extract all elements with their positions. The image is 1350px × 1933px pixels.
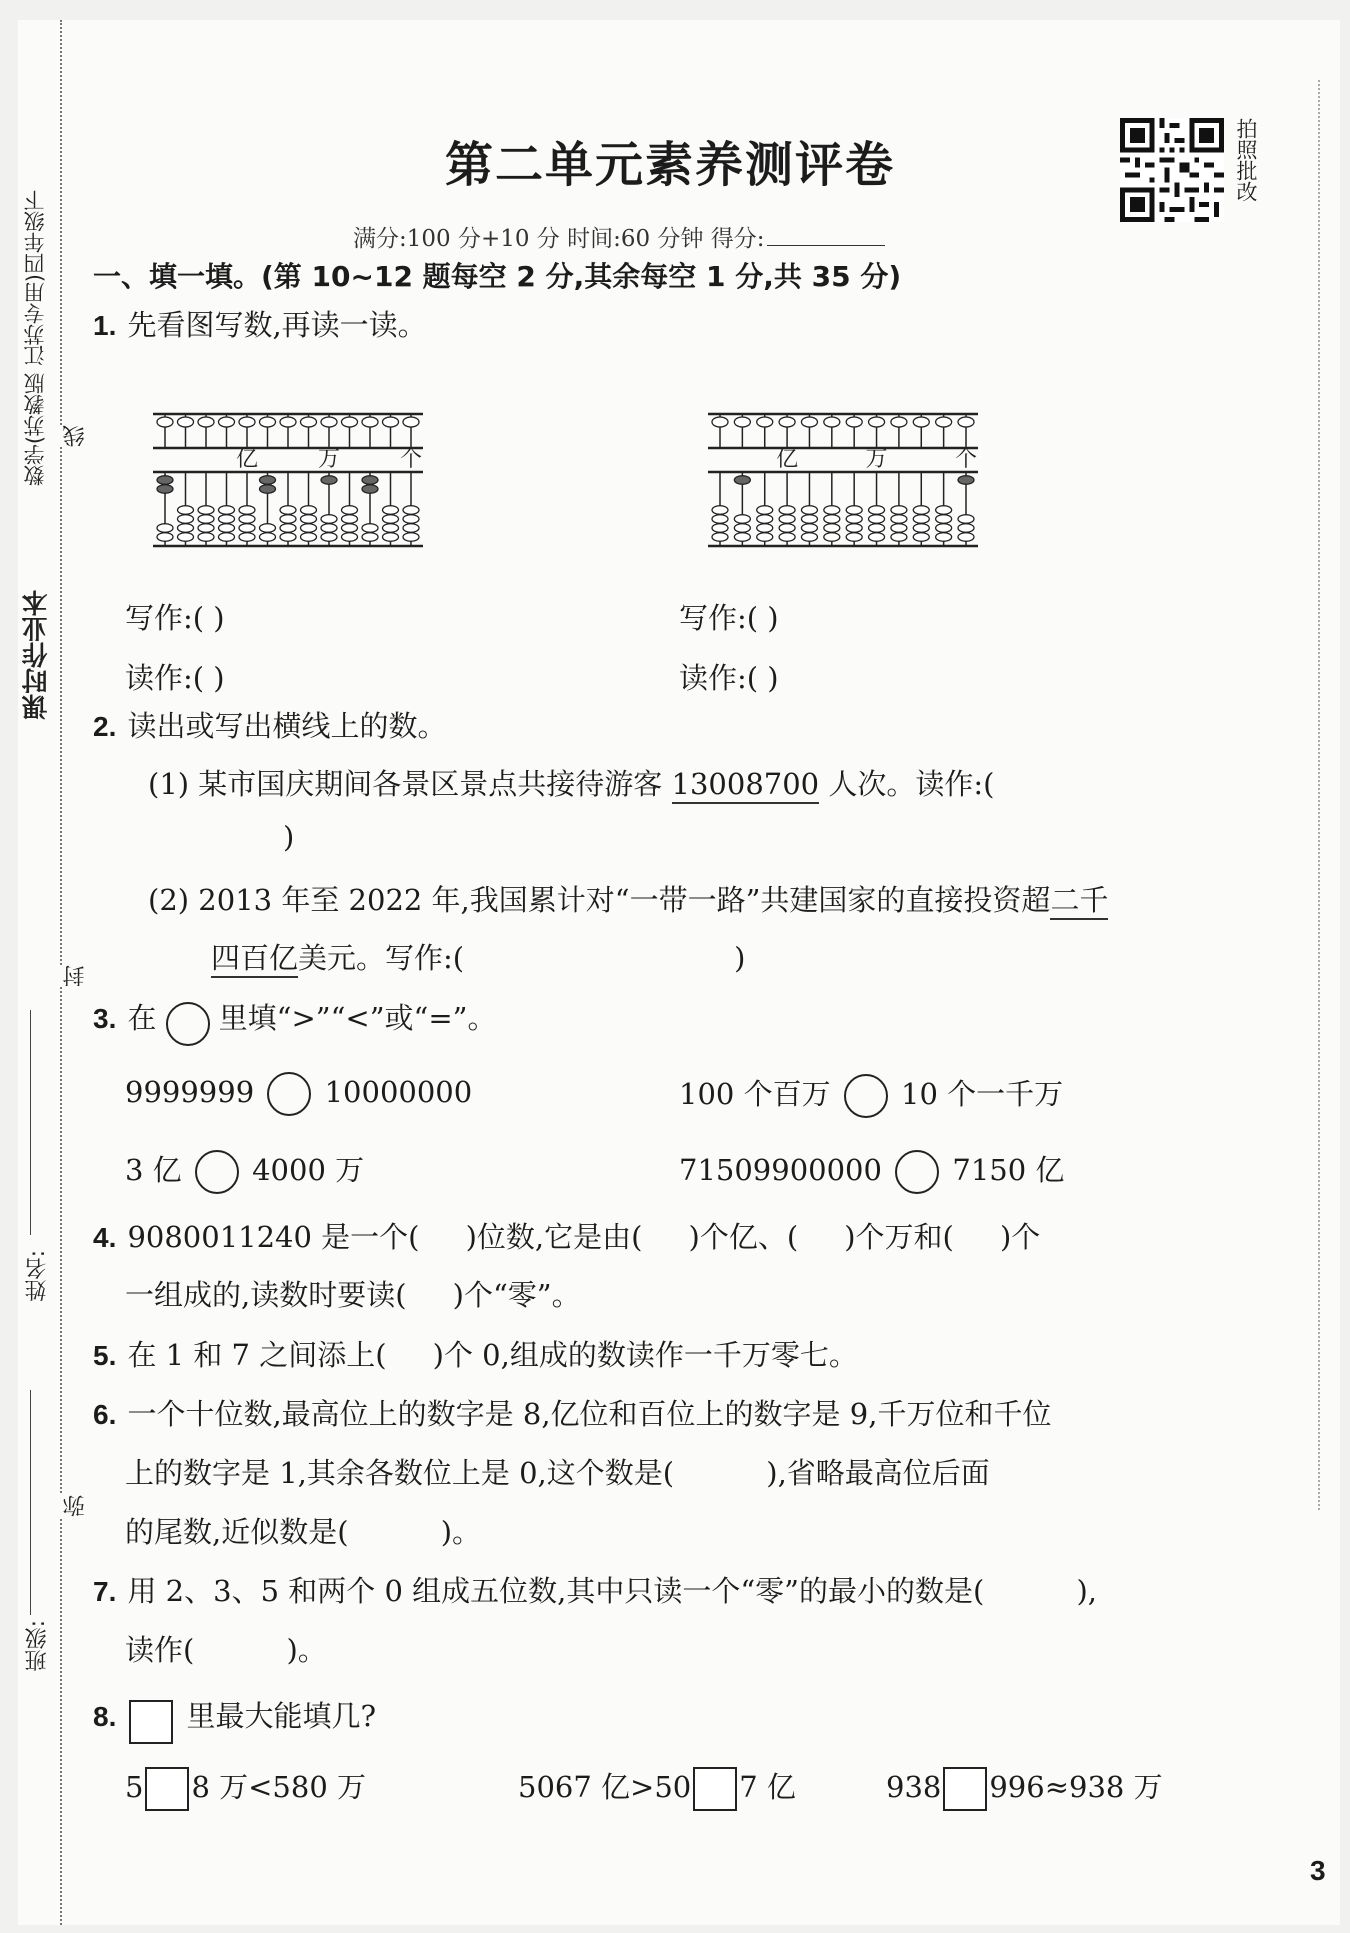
abacus-upper-bead — [239, 417, 255, 427]
abacus-lower-bead — [157, 476, 173, 485]
q7-line-1: 用 2、3、5 和两个 0 组成五位数,其中只读一个“零”的最小的数是( ), — [127, 1574, 1098, 1608]
q4-number: 4. — [93, 1222, 117, 1253]
q8-text: 里最大能填几? — [186, 1699, 377, 1733]
q2-number: 2. — [93, 711, 117, 742]
abacus-lower-bead — [239, 506, 255, 515]
q7-line-2[interactable]: 读作( )。 — [125, 1633, 327, 1667]
question-5[interactable] — [93, 1333, 858, 1374]
abacus-lower-bead — [198, 515, 214, 524]
abacus-lower-bead — [362, 533, 378, 542]
abacus-right — [708, 410, 978, 550]
abacus-lower-bead — [260, 524, 276, 533]
abacus-lower-bead — [846, 524, 862, 533]
abacus-lower-bead — [757, 533, 773, 542]
q8-e2-a: 5067 亿>50 — [518, 1770, 692, 1804]
abacus-upper-bead — [383, 417, 399, 427]
q3-text-a: 在 — [127, 1001, 157, 1035]
abacus-lower-bead — [280, 533, 296, 542]
abacus-upper-bead — [891, 417, 907, 427]
abacus-lower-bead — [403, 506, 419, 515]
abacus-lower-bead — [301, 515, 317, 524]
q8-e3-box[interactable] — [943, 1767, 987, 1811]
q1-write-left[interactable]: 写作:( ) — [125, 601, 225, 635]
abacus-lower-bead — [301, 506, 317, 515]
abacus-lower-bead — [403, 515, 419, 524]
q3-item-2 — [679, 1072, 1063, 1118]
abacus-lower-bead — [403, 533, 419, 542]
abacus-upper-bead — [801, 417, 817, 427]
question-3 — [93, 996, 497, 1046]
abacus-lower-bead — [178, 533, 194, 542]
abacus-upper-bead — [958, 417, 974, 427]
abacus-lower-bead — [260, 533, 276, 542]
q2-p1-text-b[interactable]: 人次。读作:( — [828, 767, 995, 801]
q6-line-1: 一个十位数,最高位上的数字是 8,亿位和百位上的数字是 9,千万位和千位 — [127, 1397, 1052, 1431]
abacus-lower-bead — [219, 515, 235, 524]
abacus-lower-bead — [712, 506, 728, 515]
abacus-place-label: 亿 — [235, 447, 259, 472]
abacus-lower-bead — [936, 515, 952, 524]
abacus-upper-bead — [219, 417, 235, 427]
abacus-lower-bead — [891, 533, 907, 542]
q3-item-3-left: 3 亿 — [125, 1153, 182, 1187]
abacus-lower-bead — [891, 515, 907, 524]
q8-e2-b: 7 亿 — [739, 1770, 796, 1804]
abacus-upper-bead — [198, 417, 214, 427]
abacus-lower-bead — [219, 524, 235, 533]
abacus-lower-bead — [801, 506, 817, 515]
score-meta — [353, 220, 885, 253]
abacus-lower-bead — [342, 524, 358, 533]
abacus-upper-bead — [157, 417, 173, 427]
abacus-lower-bead — [869, 533, 885, 542]
section-1-heading: 一、填一填。(第 10~12 题每空 2 分,其余每空 1 分,共 35 分) — [93, 260, 902, 293]
question-7[interactable] — [93, 1569, 1097, 1610]
q5-text: 在 1 和 7 之间添上( )个 0,组成的数读作一千万零七。 — [127, 1338, 858, 1372]
abacus-lower-bead — [712, 533, 728, 542]
q1-read-right[interactable]: 读作:( ) — [679, 661, 779, 695]
abacus-lower-bead — [824, 515, 840, 524]
abacus-lower-bead — [779, 533, 795, 542]
abacus-lower-bead — [239, 515, 255, 524]
abacus-lower-bead — [913, 533, 929, 542]
abacus-lower-bead — [239, 524, 255, 533]
score-blank[interactable] — [767, 245, 885, 246]
q6-line-3[interactable]: 的尾数,近似数是( )。 — [125, 1515, 482, 1549]
abacus-lower-bead — [239, 533, 255, 542]
abacus-lower-bead — [846, 506, 862, 515]
abacus-upper-bead — [301, 417, 317, 427]
right-dotted-line — [1318, 80, 1320, 1510]
abacus-lower-bead — [712, 524, 728, 533]
question-2 — [93, 704, 446, 745]
class-label: 班级: — [25, 1620, 50, 1672]
abacus-lower-bead — [157, 524, 173, 533]
abacus-lower-bead — [779, 524, 795, 533]
q3-item-3-right: 4000 万 — [252, 1153, 365, 1187]
q3-item-2-left: 100 个百万 — [679, 1077, 831, 1111]
abacus-lower-bead — [157, 533, 173, 542]
abacus-lower-bead — [913, 506, 929, 515]
abacus-lower-bead — [891, 524, 907, 533]
abacus-lower-bead — [712, 515, 728, 524]
margin-seal-word: 封 — [60, 965, 91, 987]
q2-part-1 — [148, 762, 994, 803]
q8-e3-a: 938 — [886, 1770, 942, 1804]
q2-p2-underlined-2: 四百亿 — [211, 941, 298, 978]
q6-number: 6. — [93, 1399, 117, 1430]
compare-circle-icon — [166, 1002, 210, 1046]
abacus-lower-bead — [824, 533, 840, 542]
abacus-lower-bead — [321, 515, 337, 524]
question-8 — [93, 1694, 376, 1744]
abacus-lower-bead — [869, 515, 885, 524]
abacus-lower-bead — [824, 524, 840, 533]
qr-label: 拍照批改 — [1234, 118, 1258, 202]
q3-item-2-circle[interactable] — [844, 1074, 888, 1118]
q2-p2-close: ) — [734, 941, 746, 975]
score-meta-text: 满分:100 分+10 分 时间:60 分钟 得分: — [353, 226, 765, 252]
q8-expr-3 — [886, 1765, 1163, 1811]
q2-p1-number: 13008700 — [672, 767, 820, 804]
abacus-lower-bead — [936, 533, 952, 542]
abacus-lower-bead — [801, 515, 817, 524]
abacus-upper-bead — [362, 417, 378, 427]
abacus-upper-bead — [260, 417, 276, 427]
abacus-place-label: 万 — [865, 447, 888, 472]
abacus-lower-bead — [342, 515, 358, 524]
qr-code[interactable] — [1120, 118, 1224, 222]
abacus-lower-bead — [321, 476, 337, 485]
q8-e1-a: 5 — [125, 1770, 144, 1804]
abacus-lower-bead — [757, 506, 773, 515]
q3-text-b: 里填“>”“<”或“=”。 — [218, 1001, 497, 1035]
abacus-lower-bead — [734, 524, 750, 533]
abacus-upper-bead — [757, 417, 773, 427]
abacus-place-label: 万 — [317, 447, 341, 472]
abacus-lower-bead — [734, 476, 750, 485]
abacus-left — [153, 410, 423, 550]
abacus-upper-bead — [913, 417, 929, 427]
q3-item-1-circle[interactable] — [267, 1072, 311, 1116]
book-title: 课时作业本 — [22, 590, 52, 720]
page-number: 3 — [1310, 1855, 1326, 1886]
abacus-lower-bead — [383, 515, 399, 524]
abacus-lower-bead — [362, 524, 378, 533]
q3-item-2-right: 10 个一千万 — [901, 1077, 1064, 1111]
q3-item-3 — [125, 1148, 364, 1194]
abacus-lower-bead — [383, 506, 399, 515]
q8-e1-box[interactable] — [145, 1767, 189, 1811]
abacus-lower-bead — [383, 524, 399, 533]
q2-p2-underlined-1: 二千 — [1050, 883, 1108, 920]
abacus-lower-bead — [958, 533, 974, 542]
abacus-lower-bead — [342, 533, 358, 542]
abacus-lower-bead — [198, 524, 214, 533]
q3-item-1 — [125, 1072, 472, 1116]
q2-text: 读出或写出横线上的数。 — [127, 709, 447, 743]
q3-item-3-circle[interactable] — [195, 1150, 239, 1194]
abacus-lower-bead — [178, 515, 194, 524]
abacus-upper-bead — [779, 417, 795, 427]
abacus-lower-bead — [824, 506, 840, 515]
abacus-lower-bead — [383, 533, 399, 542]
abacus-upper-bead — [280, 417, 296, 427]
abacus-lower-bead — [280, 506, 296, 515]
abacus-lower-bead — [936, 506, 952, 515]
book-subtitle: 数学(苏教版 江苏专用)四年级下 — [23, 190, 47, 487]
abacus-lower-bead — [801, 533, 817, 542]
abacus-lower-bead — [913, 524, 929, 533]
abacus-lower-bead — [362, 485, 378, 494]
q8-e2-box[interactable] — [693, 1767, 737, 1811]
question-6 — [93, 1392, 1051, 1433]
abacus-lower-bead — [891, 506, 907, 515]
abacus-lower-bead — [958, 476, 974, 485]
abacus-lower-bead — [779, 515, 795, 524]
abacus-lower-bead — [260, 476, 276, 485]
margin-line-word: 线 — [60, 425, 91, 447]
q2-p2-text-b[interactable]: 美元。写作:( — [298, 941, 465, 975]
abacus-upper-bead — [936, 417, 952, 427]
class-blank[interactable] — [30, 1390, 31, 1615]
q8-expr-1 — [125, 1765, 366, 1811]
abacus-lower-bead — [362, 476, 378, 485]
question-1 — [93, 303, 427, 344]
abacus-lower-bead — [178, 506, 194, 515]
q3-item-1-right: 10000000 — [324, 1075, 473, 1109]
q5-number: 5. — [93, 1340, 117, 1371]
abacus-lower-bead — [734, 533, 750, 542]
q1-read-left[interactable]: 读作:( ) — [125, 661, 225, 695]
q4-line-1: 9080011240 是一个( )位数,它是由( )个亿、( )个万和( )个 — [127, 1220, 1041, 1254]
q3-number: 3. — [93, 1003, 117, 1034]
abacus-lower-bead — [958, 515, 974, 524]
q3-item-4-circle[interactable] — [895, 1150, 939, 1194]
abacus-lower-bead — [779, 506, 795, 515]
abacus-upper-bead — [869, 417, 885, 427]
abacus-upper-bead — [321, 417, 337, 427]
q2-p1-text-a: (1) 某市国庆期间各景区景点共接待游客 — [148, 767, 663, 801]
q6-line-2[interactable]: 上的数字是 1,其余各数位上是 0,这个数是( ),省略最高位后面 — [125, 1456, 990, 1490]
abacus-place-label: 个 — [399, 447, 423, 472]
q1-write-right[interactable]: 写作:( ) — [679, 601, 779, 635]
abacus-upper-bead — [712, 417, 728, 427]
abacus-lower-bead — [846, 533, 862, 542]
abacus-lower-bead — [219, 533, 235, 542]
abacus-upper-bead — [846, 417, 862, 427]
q2-p2-text-a: (2) 2013 年至 2022 年,我国累计对“一带一路”共建国家的直接投资超 — [148, 883, 1051, 917]
q2-p1-close: ) — [283, 820, 295, 854]
margin-fold-word: 弥 — [60, 1495, 91, 1517]
q8-e3-b: 996≈938 万 — [989, 1770, 1163, 1804]
name-blank[interactable] — [30, 1010, 31, 1235]
abacus-lower-bead — [198, 533, 214, 542]
q8-number: 8. — [93, 1701, 117, 1732]
abacus-lower-bead — [342, 506, 358, 515]
abacus-upper-bead — [734, 417, 750, 427]
abacus-lower-bead — [321, 533, 337, 542]
abacus-lower-bead — [958, 524, 974, 533]
abacus-lower-bead — [846, 515, 862, 524]
abacus-lower-bead — [757, 524, 773, 533]
abacus-lower-bead — [157, 485, 173, 494]
q8-expr-2 — [518, 1765, 796, 1811]
q2-part-2 — [148, 878, 1108, 919]
abacus-lower-bead — [198, 506, 214, 515]
q8-e1-b: 8 万<580 万 — [191, 1770, 366, 1804]
worksheet-page — [18, 20, 1340, 1925]
question-4[interactable] — [93, 1215, 1040, 1256]
q3-item-4-left: 71509900000 — [679, 1153, 882, 1187]
q1-text: 先看图写数,再读一读。 — [127, 308, 427, 342]
abacus-lower-bead — [913, 515, 929, 524]
abacus-lower-bead — [936, 524, 952, 533]
abacus-lower-bead — [280, 524, 296, 533]
q3-item-4 — [679, 1148, 1064, 1194]
abacus-upper-bead — [342, 417, 358, 427]
abacus-lower-bead — [869, 524, 885, 533]
abacus-upper-bead — [824, 417, 840, 427]
abacus-place-label: 亿 — [776, 447, 799, 472]
abacus-lower-bead — [403, 524, 419, 533]
abacus-lower-bead — [301, 524, 317, 533]
abacus-upper-bead — [403, 417, 419, 427]
q2-part-2-line2 — [211, 936, 745, 977]
page-title: 第二单元素养测评卷 — [445, 137, 896, 193]
abacus-lower-bead — [801, 524, 817, 533]
abacus-lower-bead — [757, 515, 773, 524]
abacus-upper-bead — [178, 417, 194, 427]
q1-number: 1. — [93, 310, 117, 341]
abacus-lower-bead — [734, 515, 750, 524]
abacus-lower-bead — [178, 524, 194, 533]
abacus-lower-bead — [219, 506, 235, 515]
q3-item-1-left: 9999999 — [125, 1075, 255, 1109]
abacus-place-label: 个 — [954, 447, 978, 472]
q4-line-2[interactable]: 一组成的,读数时要读( )个“零”。 — [125, 1278, 581, 1312]
answer-box-icon — [129, 1700, 173, 1744]
name-label: 姓名: — [25, 1250, 50, 1302]
abacus-lower-bead — [260, 485, 276, 494]
abacus-lower-bead — [321, 524, 337, 533]
abacus-lower-bead — [280, 515, 296, 524]
abacus-lower-bead — [301, 533, 317, 542]
q3-item-4-right: 7150 亿 — [952, 1153, 1065, 1187]
q7-number: 7. — [93, 1576, 117, 1607]
abacus-lower-bead — [869, 506, 885, 515]
